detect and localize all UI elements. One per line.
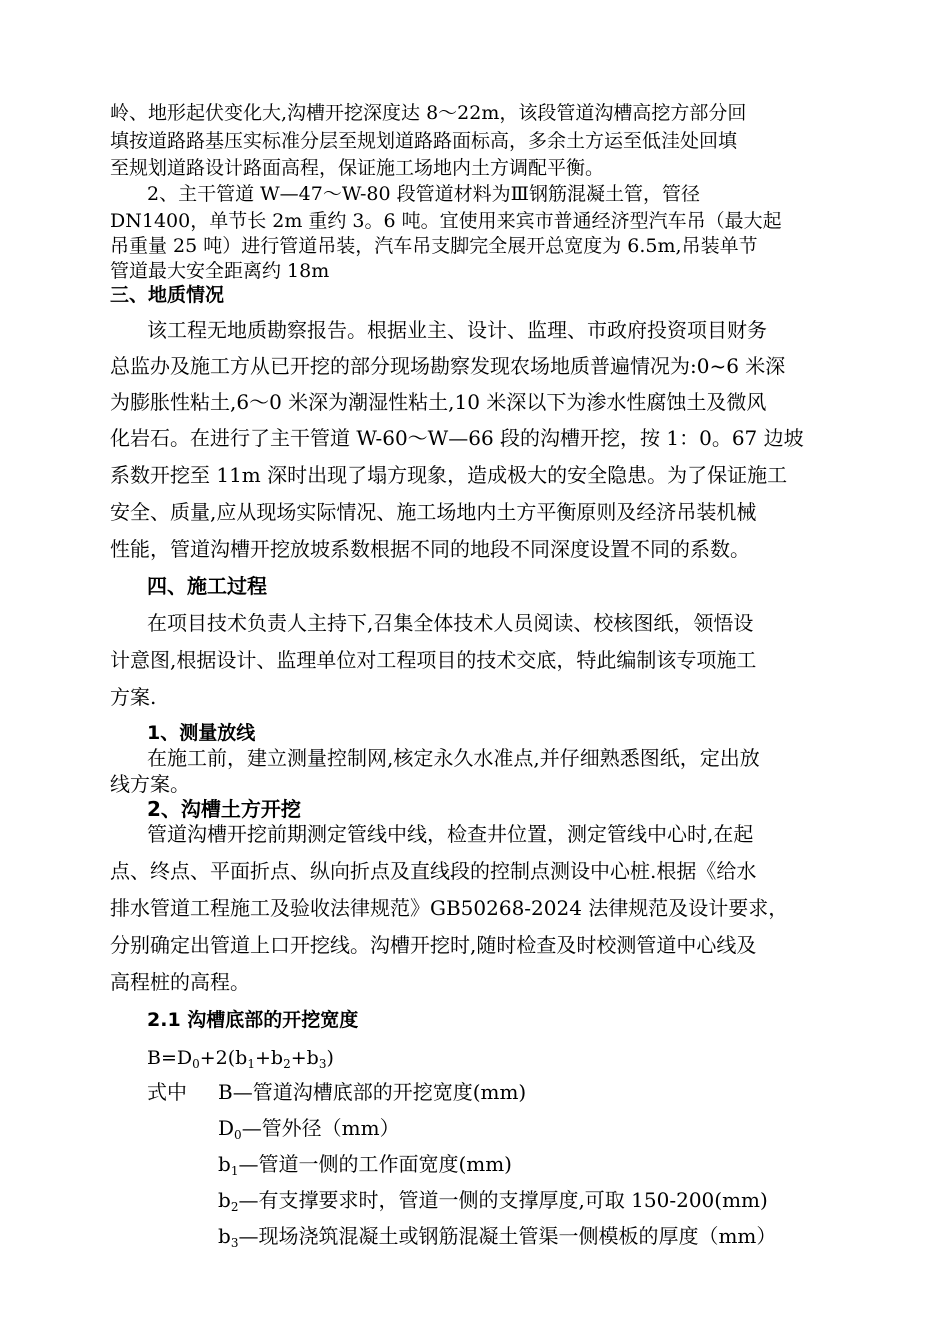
trench-line3: 排水管道工程施工及验收法律规范》GB50268-2024 法律规范及设计要求， bbox=[110, 896, 789, 920]
geology-line7: 性能，管道沟槽开挖放坡系数根据不同的地段不同深度设置不同的系数。 bbox=[110, 537, 750, 561]
heading-trench: 2、沟槽土方开挖 bbox=[147, 797, 301, 821]
geology-line2: 总监办及施工方从已开挖的部分现场勘察发现农场地质普遍情况为:0~6 米深 bbox=[110, 354, 786, 378]
para1-line1: 岭、地形起伏变化大,沟槽开挖深度达 8～22m，该段管道沟槽高挖方部分回 bbox=[110, 102, 747, 124]
geology-line1: 该工程无地质勘察报告。根据业主、设计、监理、市政府投资项目财务 bbox=[147, 318, 767, 342]
heading-bottom-width: 2.1 沟槽底部的开挖宽度 bbox=[147, 1009, 359, 1031]
def-B: B—管道沟槽底部的开挖宽度(mm) bbox=[218, 1080, 527, 1104]
def-b2: $b_2—$有支撑要求时，管道一侧的支撑厚度,可取 150-200(mm) bbox=[218, 1188, 768, 1214]
trench-line1: 管道沟槽开挖前期测定管线中线，检查井位置，测定管线中心时,在起 bbox=[147, 822, 754, 846]
para2-line2: DN1400，单节长 2m 重约 3。6 吨。宜使用来宾市普通经济型汽车吊（最大起 bbox=[110, 210, 782, 232]
heading-geology: 三、地质情况 bbox=[110, 284, 225, 306]
def-b3: $b_3—$现场浇筑混凝土或钢筋混凝土管渠一侧模板的厚度（mm） bbox=[218, 1224, 777, 1250]
heading-survey: 1、测量放线 bbox=[147, 722, 256, 744]
formula: $B=D_0+2(b_1+b_2+b_3)$ bbox=[147, 1047, 334, 1071]
para2-line3: 吊重量 25 吨）进行管道吊装，汽车吊支脚完全展开总宽度为 6.5m,吊装单节 bbox=[110, 235, 758, 257]
geology-line5: 系数开挖至 11m 深时出现了塌方现象，造成极大的安全隐患。为了保证施工 bbox=[110, 463, 788, 487]
para1-line2: 填按道路路基压实标准分层至规划道路路面标高，多余土方运至低洼处回填 bbox=[110, 130, 738, 152]
survey-line1: 在施工前，建立测量控制网,核定永久水准点,并仔细熟悉图纸，定出放 bbox=[147, 746, 760, 770]
construction-line2: 计意图,根据设计、监理单位对工程项目的技术交底，特此编制该专项施工 bbox=[110, 648, 757, 672]
def-b1: $b_1—$管道一侧的工作面宽度(mm) bbox=[218, 1152, 512, 1178]
geology-line3: 为膨胀性粘土,6～0 米深为潮湿性粘土,10 米深以下为渗水性腐蚀土及微风 bbox=[110, 390, 767, 414]
where-label: 式中 bbox=[147, 1080, 187, 1104]
para2-line1: 2、主干管道 W—47～W-80 段管道材料为Ⅲ钢筋混凝土管，管径 bbox=[147, 183, 700, 205]
trench-line4: 分别确定出管道上口开挖线。沟槽开挖时,随时检查及时校测管道中心线及 bbox=[110, 933, 757, 957]
construction-line1: 在项目技术负责人主持下,召集全体技术人员阅读、校核图纸，领悟设 bbox=[147, 611, 754, 635]
para2-line4: 管道最大安全距离约 18m bbox=[110, 260, 330, 282]
geology-line4: 化岩石。在进行了主干管道 W-60～W—66 段的沟槽开挖，按 1：0。67 边坡 bbox=[110, 426, 804, 450]
construction-line3: 方案. bbox=[110, 685, 157, 709]
trench-line2: 点、终点、平面折点、纵向折点及直线段的控制点测设中心桩.根据《给水 bbox=[110, 859, 757, 883]
def-D0: $D_0—$管外径（mm） bbox=[218, 1116, 400, 1142]
para1-line3: 至规划道路设计路面高程，保证施工场地内土方调配平衡。 bbox=[110, 157, 605, 179]
survey-line2: 线方案。 bbox=[110, 772, 190, 796]
trench-line5: 高程桩的高程。 bbox=[110, 970, 250, 994]
heading-construction: 四、施工过程 bbox=[147, 574, 267, 598]
geology-line6: 安全、质量,应从现场实际情况、施工场地内土方平衡原则及经济吊装机械 bbox=[110, 500, 757, 524]
